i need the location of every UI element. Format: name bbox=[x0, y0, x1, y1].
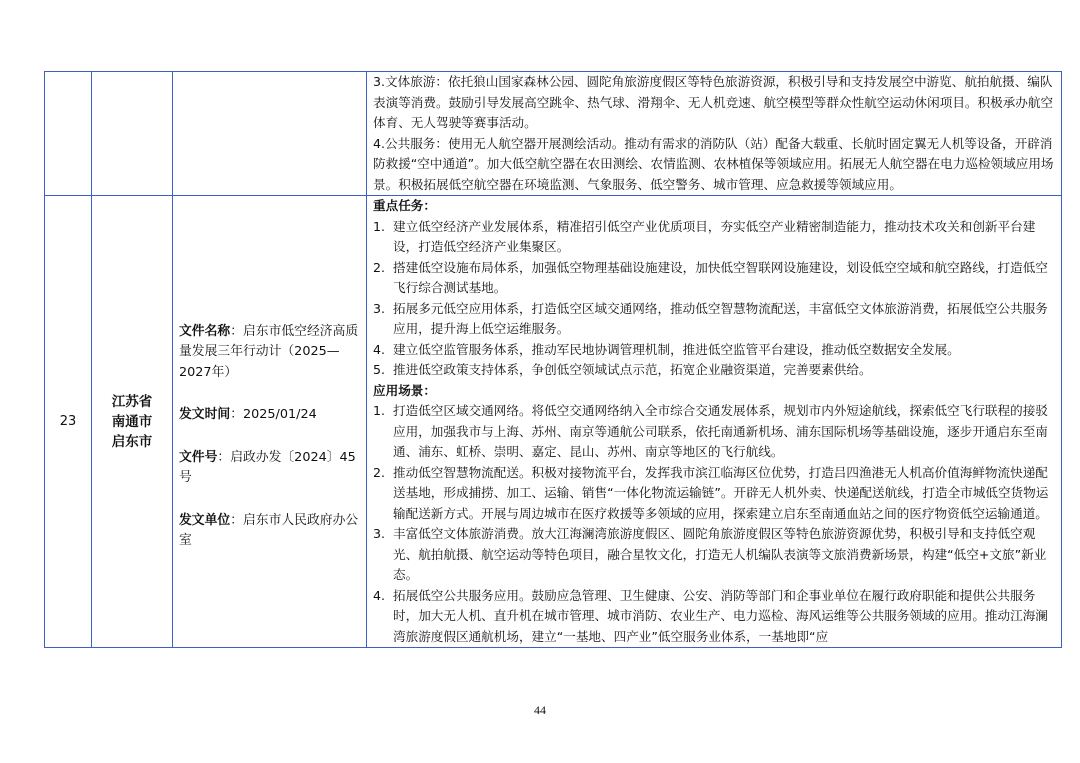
file-name-value: ：启东市低空经济高质量发展三年行动计（2025—2027年） bbox=[179, 323, 359, 380]
row-number-cell bbox=[45, 196, 92, 648]
issuing-unit-label: 发文单位 bbox=[179, 512, 231, 528]
item-text: 推动低空智慧物流配送。积极对接物流平台，发挥我市滨江临海区位优势，打造吕四渔港无人机高价值海鲜物流快递配送基地，形成捕捞、加工、运输、销售“一体化物流运输链”。开辟无人机外卖、快递配送航线，打造全市城低空货物运输配送新方式。开展与周边城市在医疗救援等多领域的应用，探索建立启东至南通血站之间的医疗物资低空运输通道。 bbox=[393, 464, 1049, 521]
list-item bbox=[373, 299, 1056, 340]
list-item bbox=[373, 258, 1056, 299]
item-number: 5. bbox=[373, 362, 386, 377]
page-number: 44 bbox=[534, 703, 546, 717]
row-number: 23 bbox=[59, 414, 77, 429]
document-number-label: 文件号 bbox=[179, 449, 218, 465]
item-number: 4. bbox=[373, 587, 386, 603]
document-number-value: ：启政办发〔2024〕45号 bbox=[179, 449, 356, 485]
item-number: 2. bbox=[373, 464, 386, 480]
list-item bbox=[373, 340, 1056, 361]
file-info-cell bbox=[173, 196, 367, 648]
scenarios-heading: 应用场景： bbox=[373, 382, 436, 398]
key-tasks-heading: 重点任务： bbox=[373, 198, 436, 213]
file-info-cell bbox=[173, 72, 367, 196]
row-number-cell bbox=[45, 72, 92, 196]
region-cell bbox=[92, 196, 173, 648]
content-cell bbox=[367, 196, 1062, 648]
item-text: 拓展低空公共服务应用。鼓励应急管理、卫生健康、公安、消防等部门和企事业单位在履行政府职能和提供公共服务时，加大无人机、直升机在城市管理、城市消防、农业生产、电力巡检、海风运维等公共服务领域的应用。推动江海澜湾旅游度假区通航机场，建立“一基地、四产业”低空服务业体系，一基地即“应 bbox=[393, 587, 1048, 644]
file-name bbox=[179, 322, 360, 384]
list-item bbox=[373, 524, 1056, 586]
issue-date-value: ：2025/01/24 bbox=[230, 407, 317, 422]
item-number: 1. bbox=[373, 403, 386, 418]
item-text: 拓展多元低空应用体系，打造低空区域交通网络，推动低空智慧物流配送，丰富低空文体旅游消费，拓展低空公共服务应用，提升海上低空运维服务。 bbox=[393, 300, 1048, 336]
policy-table bbox=[44, 71, 1062, 648]
list-item bbox=[373, 586, 1056, 648]
list-item bbox=[373, 463, 1056, 525]
province: 江苏省 bbox=[111, 393, 153, 410]
item-number: 2. bbox=[373, 259, 386, 275]
item-text: 建立低空经济产业发展体系，精准招引低空产业优质项目，夯实低空产业精密制造能力，推动技术攻关和创新平台建设，打造低空经济产业集聚区。 bbox=[393, 218, 1036, 254]
issuing-unit bbox=[179, 511, 360, 552]
item-number: 1. bbox=[373, 218, 386, 234]
item-text: 建立低空监管服务体系，推动军民地协调管理机制，推进低空监管平台建设，推动低空数据安全发展。 bbox=[393, 341, 960, 357]
issuing-unit-value: ：启东市人民政府办公室 bbox=[179, 512, 359, 548]
item-number: 3. bbox=[373, 300, 386, 316]
file-name-label: 文件名称 bbox=[179, 323, 231, 339]
table-row bbox=[45, 196, 1062, 648]
list-item bbox=[373, 360, 1056, 381]
item-text: 搭建低空设施布局体系，加强低空物理基础设施建设，加快低空智联网设施建设，划设低空空域和航空路线，打造低空飞行综合测试基地。 bbox=[393, 259, 1048, 295]
region-cell bbox=[92, 72, 173, 196]
item-text: 推进低空政策支持体系，争创低空领域试点示范，拓宽企业融资渠道，完善要素供给。 bbox=[393, 362, 872, 377]
issue-date bbox=[179, 405, 360, 426]
city: 南通市 bbox=[111, 413, 153, 430]
county: 启东市 bbox=[111, 433, 153, 450]
list-item bbox=[373, 401, 1056, 463]
table-row bbox=[45, 72, 1062, 196]
key-tasks-list bbox=[373, 217, 1056, 381]
document-number bbox=[179, 448, 360, 489]
list-item bbox=[373, 217, 1056, 258]
paragraph: 4.公共服务：使用无人航空器开展测绘活动。推动有需求的消防队（站）配备大载重、长航时固定翼无人机等设备，开辟消防救援“空中通道”。加大低空航空器在农田测绘、农情监测、农林植保等领域应用。拓展无人航空器在电力巡检领域应用场景。积极拓展低空航空器在环境监测、气象服务、低空警务、城市管理、应急救援等领域应用。 bbox=[373, 135, 1054, 192]
item-number: 3. bbox=[373, 526, 386, 541]
item-text: 丰富低空文体旅游消费。放大江海澜湾旅游度假区、圆陀角旅游度假区等特色旅游资源优势，积极引导和支持低空观光、航拍航摄、航空运动等特色项目，融合星牧文化，打造无人机编队表演等文旅消费新场景，构建“低空+文旅”新业态。 bbox=[393, 526, 1047, 582]
item-number: 4. bbox=[373, 341, 386, 357]
issue-date-label: 发文时间 bbox=[179, 407, 231, 422]
scenarios-list bbox=[373, 401, 1056, 647]
content-cell bbox=[367, 72, 1062, 196]
paragraph: 3.文体旅游：依托狼山国家森林公园、圆陀角旅游度假区等特色旅游资源，积极引导和支持发展空中游览、航拍航摄、编队表演等消费。鼓励引导发展高空跳伞、热气球、滑翔伞、无人机竞速、航空模型等群众性航空运动休闲项目。积极承办航空体育、无人驾驶等赛事活动。 bbox=[373, 74, 1054, 130]
item-text: 打造低空区域交通网络。将低空交通网络纳入全市综合交通发展体系，规划市内外短途航线，探索低空飞行联程的接驳应用，加强我市与上海、苏州、南京等通航公司联系，依托南通新机场、浦东国际机场等基础设施，逐步开通启东至南通、浦东、虹桥、崇明、嘉定、昆山、苏州、南京等地区的飞行航线。 bbox=[393, 403, 1048, 459]
